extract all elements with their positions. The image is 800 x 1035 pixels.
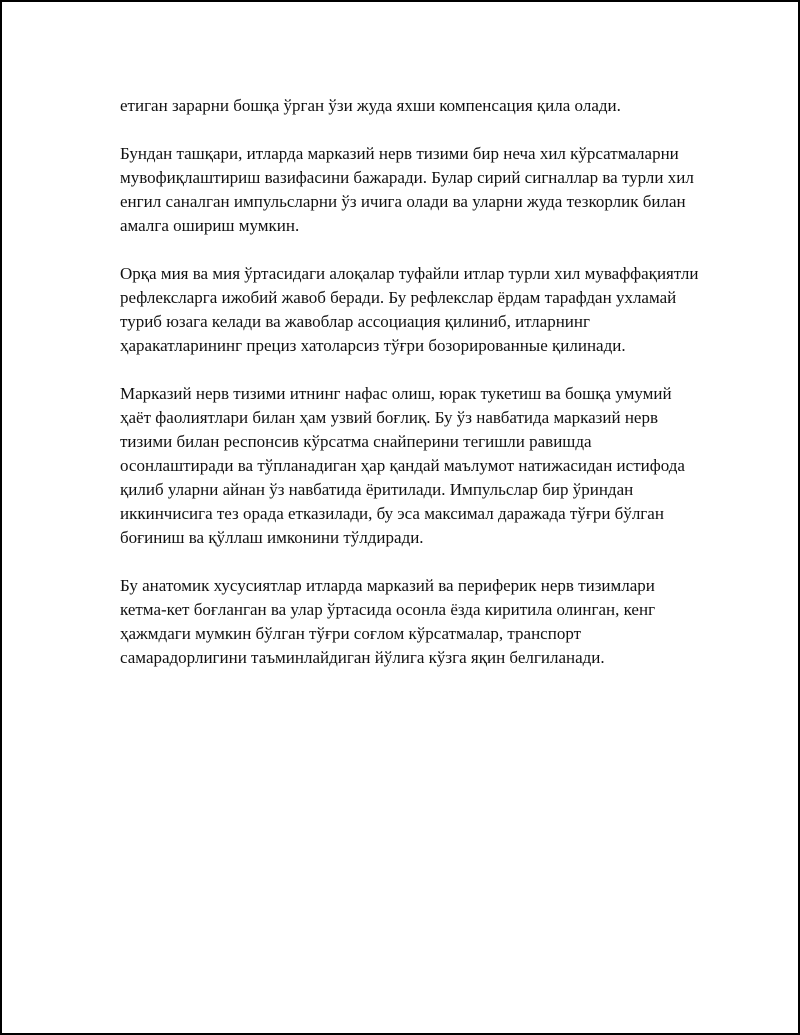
paragraph-5: Бу анатомик хусусиятлар итларда марказий ва периферик нерв тизимлари кетма-кет боғланган ва улар ўртасида осонла ёзда киритила олинган, кенг ҳажмдаги мумкин бўлган тўғри соғлом кўрсатмалар, транспорт самарадорлигини таъминлайдиган йўлига кўзга яқин белгиланади. [120, 576, 656, 667]
paragraph-3: Орқа мия ва мия ўртасидаги алоқалар туфайли итлар турли хил муваффақиятли рефлексларга ижобий жавоб беради. Бу рефлекслар ёрдам тарафдан ухламай туриб юзага келади ва жавоблар ассоциация қилиниб, итларнинг ҳаракатларининг прециз хатоларсиз тўғри бозорированные қилинади. [120, 264, 699, 355]
paragraph-4: Марказий нерв тизими итнинг нафас олиш, юрак тукетиш ва бошқа умумий ҳаёт фаолиятлари билан ҳам узвий боғлиқ. Бу ўз навбатида марказий нерв тизими билан респонсив кўрсатма снайперини тегишли равишда осонлаштиради ва тўпланадиган ҳар қандай маълумот натижасидан истифода қилиб уларни айнан ўз навбатида ёритилади. Импульслар бир ўриндан иккинчисига тез орада етказилади, бу эса максимал даражада тўғри бўлган боғиниш ва қўллаш имконини тўлдиради. [120, 384, 685, 547]
paragraph-1: етиган зарарни бошқа ўрган ўзи жуда яхши компенсация қила олади. [120, 96, 621, 115]
text-body [120, 94, 700, 694]
paragraph-2: Бундан ташқари, итларда марказий нерв тизими бир неча хил кўрсатмаларни мувофиқлаштириш вазифасини бажаради. Булар сирий сигналлар ва турли хил енгил саналган импульсларни ўз ичига олади ва уларни жуда тезкорлик билан амалга ошириш мумкин. [120, 144, 694, 235]
